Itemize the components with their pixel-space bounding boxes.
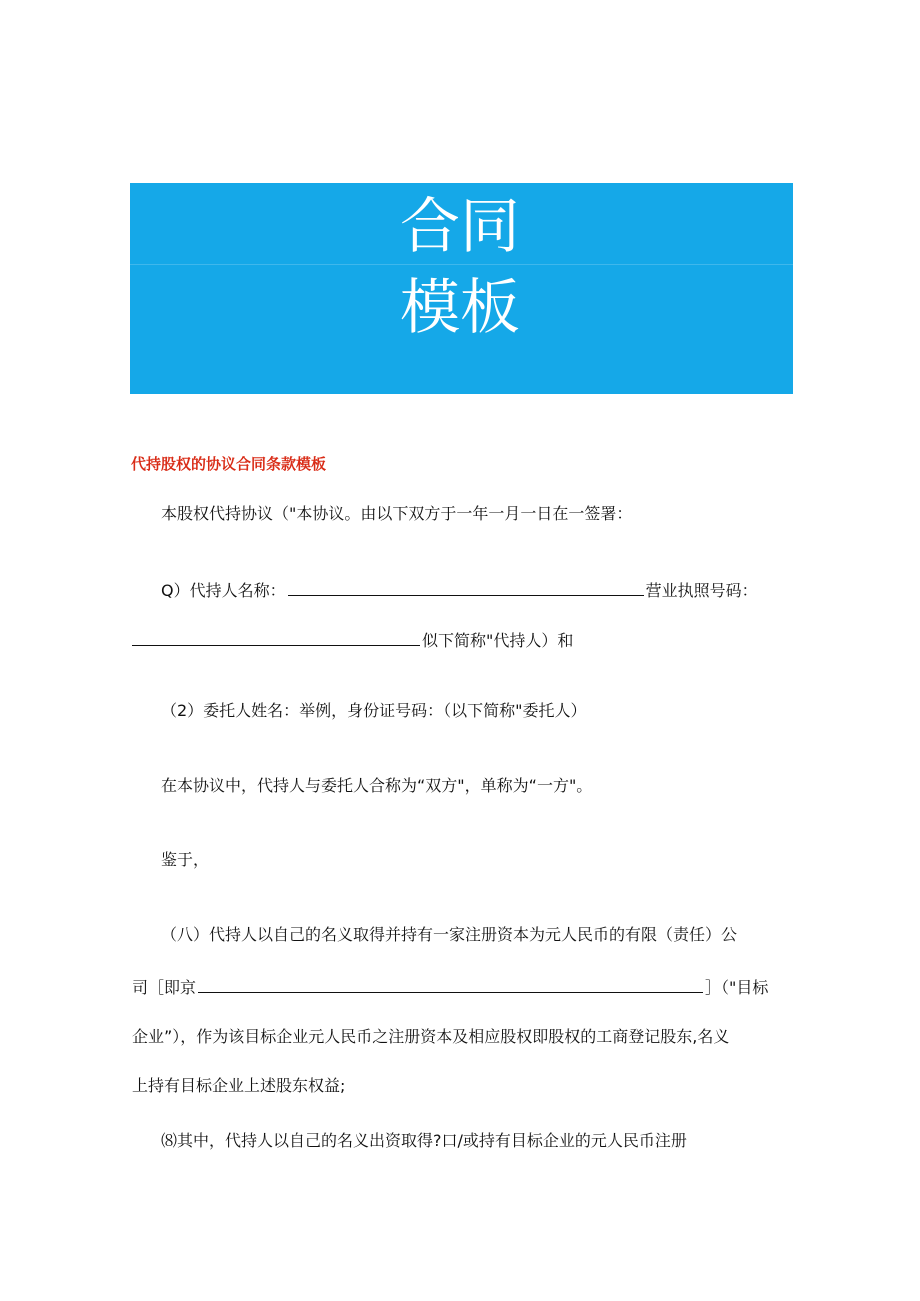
paragraph-whereas: 鉴于， — [161, 850, 210, 869]
banner-divider — [130, 264, 793, 265]
document-heading: 代持股权的协议合同条款模板 — [131, 455, 327, 473]
trustee-alias-text: 似下简称"代持人）和 — [422, 631, 574, 650]
paragraph-principal: （2）委托人姓名：举例，身份证号码：（以下简称"委托人） — [161, 701, 587, 720]
paragraph-target-company-line — [132, 976, 768, 998]
target-company-prefix: 司［即京 — [132, 978, 197, 997]
business-license-label: 营业执照号码： — [645, 581, 758, 600]
banner-title-line2: 模板 — [400, 273, 520, 343]
paragraph-whereas-b: ⑻其中，代持人以自己的名义出资取得?口/或持有目标企业的元人民币注册 — [161, 1131, 687, 1150]
paragraph-whereas-a: （八）代持人以自己的名义取得并持有一家注册资本为元人民币的有限（责任）公 — [161, 925, 738, 944]
paragraph-target-company-continued: 企业”），作为该目标企业元人民币之注册资本及相应股权即股权的工商登记股东,名义 — [132, 1027, 730, 1046]
paragraph-parties: 在本协议中，代持人与委托人合称为“双方"，单称为“一方"。 — [161, 776, 593, 795]
paragraph-trustee-line — [161, 579, 758, 601]
trustee-name-blank — [288, 579, 644, 596]
target-company-blank — [198, 976, 703, 993]
banner-title-line1: 合同 — [400, 192, 520, 262]
target-company-suffix: ］（"目标 — [705, 978, 769, 997]
paragraph-intro: 本股权代持协议（"本协议。由以下双方于一年一月一日在一签署： — [161, 504, 633, 523]
trustee-name-label: Q）代持人名称： — [161, 581, 286, 600]
paragraph-target-company-end: 上持有目标企业上述股东权益; — [132, 1076, 346, 1095]
paragraph-trustee-line-2 — [132, 629, 573, 651]
business-license-blank — [132, 629, 420, 646]
